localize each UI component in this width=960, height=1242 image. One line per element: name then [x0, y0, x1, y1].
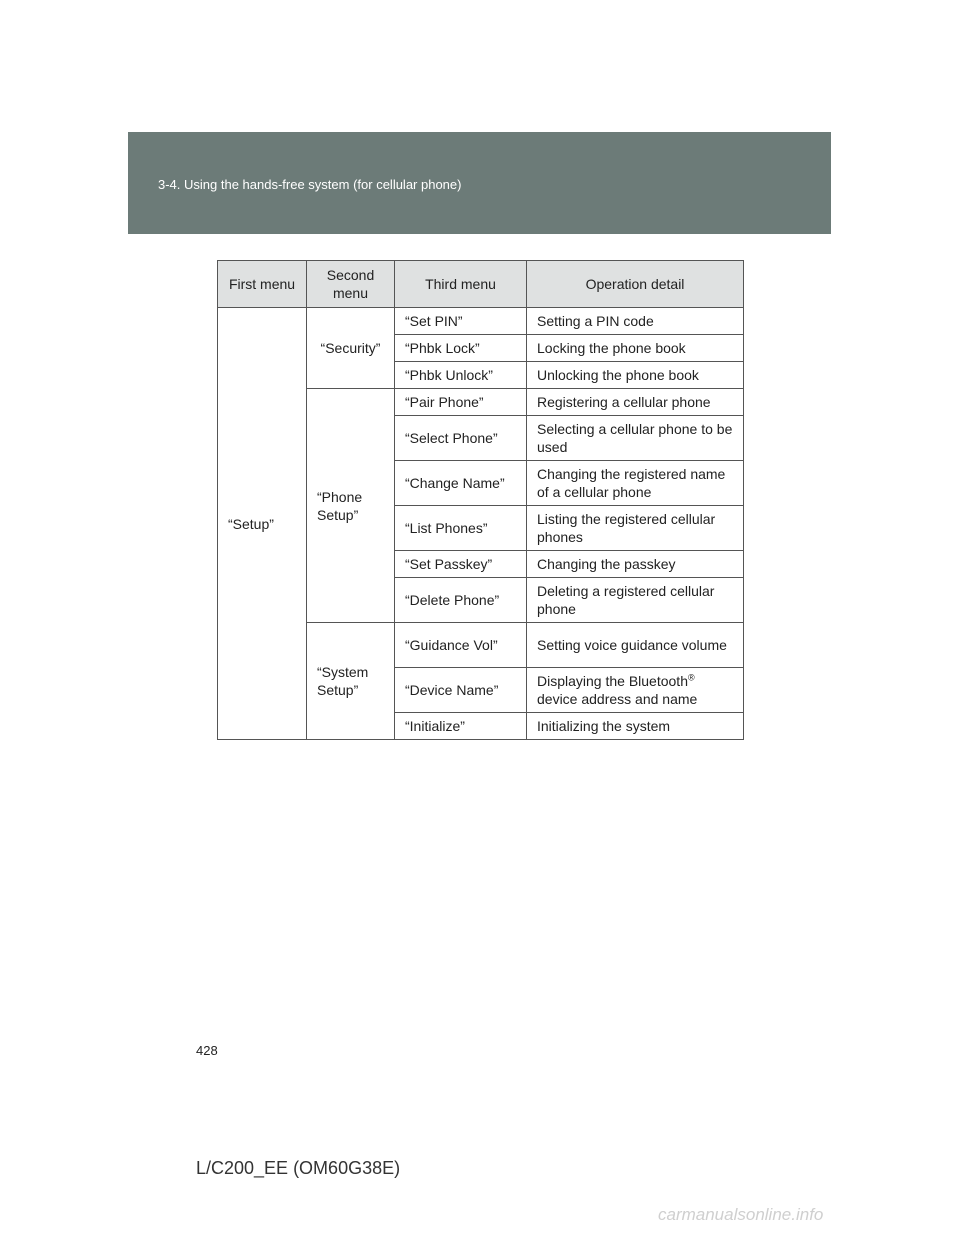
operation-detail-cell: Initializing the system [527, 713, 744, 740]
operation-detail-cell: Locking the phone book [527, 335, 744, 362]
third-menu-cell: “Guidance Vol” [395, 623, 527, 668]
third-menu-cell: “Pair Phone” [395, 389, 527, 416]
detail-text: Displaying the Bluetooth [537, 673, 688, 689]
registered-mark: ® [688, 672, 695, 683]
section-header-band [128, 132, 831, 234]
detail-text-rest: device address and name [537, 691, 698, 707]
second-menu-cell: “System Setup” [307, 623, 395, 740]
table-header-row [218, 261, 744, 308]
third-menu-cell: “Initialize” [395, 713, 527, 740]
section-title: 3-4. Using the hands-free system (for cellular phone) [158, 177, 462, 192]
operation-detail-cell: Listing the registered cellular phones [527, 506, 744, 551]
operation-detail-cell: Setting a PIN code [527, 308, 744, 335]
column-header: Second menu [307, 261, 395, 308]
third-menu-cell: “Delete Phone” [395, 578, 527, 623]
operation-detail-cell: Deleting a registered cellular phone [527, 578, 744, 623]
operation-detail-cell: Selecting a cellular phone to be used [527, 416, 744, 461]
third-menu-cell: “List Phones” [395, 506, 527, 551]
menu-table [217, 260, 744, 740]
third-menu-cell: “Select Phone” [395, 416, 527, 461]
third-menu-cell: “Device Name” [395, 668, 527, 713]
page-number: 428 [196, 1043, 218, 1058]
column-header: Third menu [395, 261, 527, 308]
table-row [218, 308, 744, 335]
third-menu-cell: “Phbk Lock” [395, 335, 527, 362]
third-menu-cell: “Change Name” [395, 461, 527, 506]
third-menu-cell: “Set PIN” [395, 308, 527, 335]
column-header: First menu [218, 261, 307, 308]
column-header: Operation detail [527, 261, 744, 308]
operation-detail-cell: Setting voice guidance volume [527, 623, 744, 668]
operation-detail-cell: Changing the registered name of a cellular phone [527, 461, 744, 506]
operation-detail-cell: Changing the passkey [527, 551, 744, 578]
document-code: L/C200_EE (OM60G38E) [196, 1158, 401, 1178]
watermark: carmanualsonline.info [658, 1205, 824, 1224]
third-menu-cell: “Phbk Unlock” [395, 362, 527, 389]
operation-detail-cell: Registering a cellular phone [527, 389, 744, 416]
second-menu-cell: “Security” [307, 308, 395, 389]
operation-detail-cell: Unlocking the phone book [527, 362, 744, 389]
first-menu-cell: “Setup” [218, 308, 307, 740]
second-menu-cell: “Phone Setup” [307, 389, 395, 623]
operation-detail-cell [527, 668, 744, 713]
third-menu-cell: “Set Passkey” [395, 551, 527, 578]
